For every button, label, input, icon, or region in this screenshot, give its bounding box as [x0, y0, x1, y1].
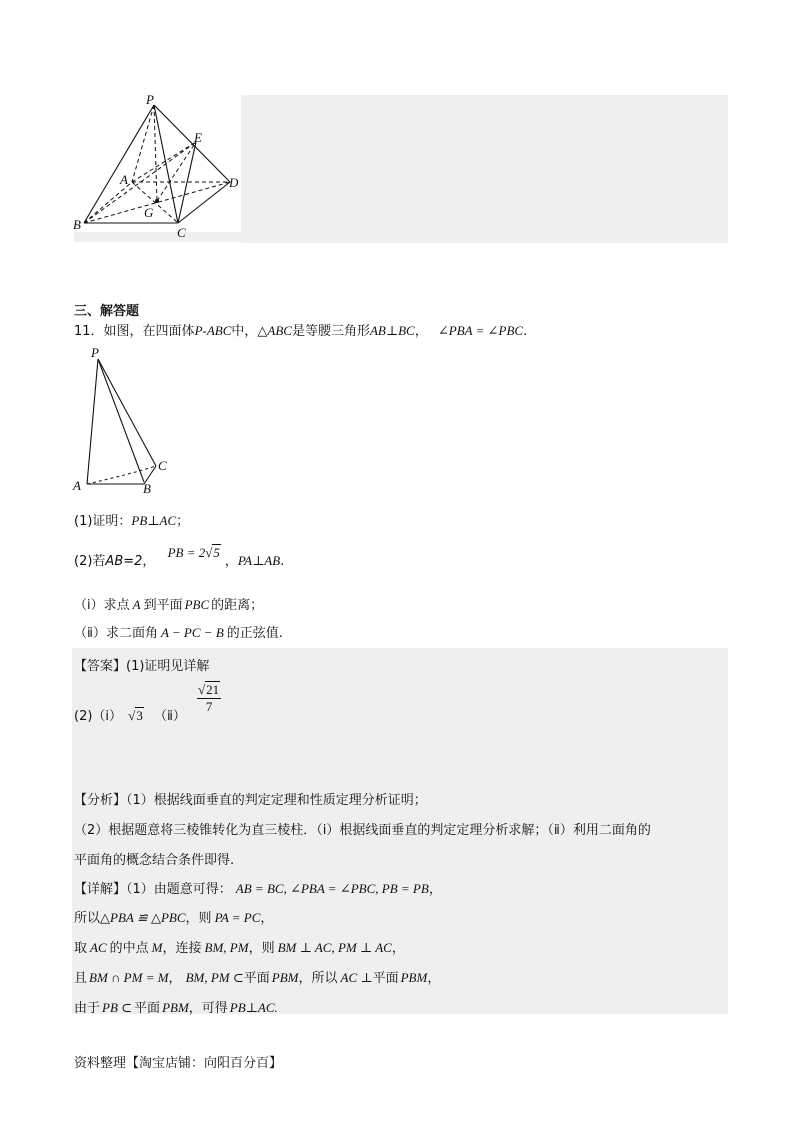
- detail-text: ，则: [185, 911, 212, 926]
- subpart-i-end: 的距离；: [211, 598, 264, 613]
- subpart-ii-prefix: （ⅱ）求二面角: [74, 626, 158, 641]
- answer-1: (1)证明见详解: [126, 659, 210, 674]
- edge-PB: [98, 359, 144, 482]
- detail-line-5: [74, 997, 278, 1016]
- punct: .: [280, 554, 285, 569]
- math-expr: △PBA ≌ △PBC: [100, 910, 186, 925]
- subpart-ii: [74, 622, 283, 641]
- edge-PD: [154, 105, 230, 182]
- ab-value: AB=2: [105, 554, 143, 569]
- subpart-i-text: 到平面: [143, 598, 183, 613]
- label-G: G: [144, 205, 154, 220]
- punct: ；: [176, 514, 190, 529]
- subpart-i-prefix: （ⅰ）求点: [74, 598, 130, 613]
- analysis-text-1: （1）根据线面垂直的判定定理和性质定理分析证明；: [126, 793, 427, 808]
- math-expr: AB = BC, ∠PBA = ∠PBC, PB = PB: [235, 881, 429, 896]
- footer-source: 资料整理【淘宝店铺：向阳百分百】: [74, 1056, 283, 1071]
- math-expr: PBM: [271, 970, 299, 985]
- angle-equality: ∠PBA = ∠PBC: [437, 323, 524, 338]
- edge-BA: [84, 182, 132, 223]
- math-expr: PB⊥AC.: [229, 1000, 278, 1015]
- answer-2-prefix: (2)（ⅰ）: [74, 709, 123, 724]
- detail-text: 平面: [134, 1001, 161, 1016]
- detail-text: 的中点: [109, 941, 149, 956]
- answer-line-2: [74, 705, 186, 724]
- solution-continuation-block: [241, 95, 728, 243]
- punct: ，: [224, 554, 238, 569]
- sqrt: √5: [205, 545, 220, 560]
- triangle-name: ABC: [267, 323, 292, 338]
- math-expr: AC ⊥: [340, 970, 373, 985]
- label-A: A: [120, 172, 128, 187]
- point-a: A: [132, 597, 141, 612]
- label-C: C: [177, 225, 186, 240]
- question-text-3: 是等腰三角形: [291, 324, 370, 339]
- detail-line-1: [74, 878, 442, 897]
- part-2: [74, 545, 285, 569]
- punct: ，: [427, 971, 441, 986]
- punct: ，: [260, 911, 274, 926]
- label-E: E: [194, 130, 202, 145]
- part-2-prefix: (2)若: [74, 554, 106, 569]
- math-expr: PA = PC: [214, 910, 261, 925]
- detail-line-4: [74, 967, 440, 986]
- part-1-prefix: (1)证明：: [74, 514, 132, 529]
- tetrahedron-figure: [72, 345, 182, 495]
- math-expr: AC: [90, 940, 107, 955]
- label-C: C: [158, 458, 167, 473]
- detail-text: ，所以: [298, 971, 338, 986]
- detail-text: 取: [74, 941, 88, 956]
- sqrt: √21: [198, 682, 220, 697]
- detail-text: ，连接: [162, 941, 202, 956]
- punct: ，: [168, 971, 182, 986]
- point-G: [155, 199, 159, 203]
- answer-2-i: √3: [128, 708, 143, 723]
- denominator: 7: [205, 699, 213, 714]
- math-expr: PB ⊂: [102, 1000, 133, 1015]
- analysis-line-1: [74, 789, 427, 808]
- detail-text: 平面: [372, 971, 399, 986]
- tetrahedron-name: P-ABC: [194, 323, 232, 338]
- subpart-i: [74, 594, 263, 613]
- label-B: B: [73, 217, 81, 232]
- subpart-ii-end: 的正弦值.: [226, 626, 283, 641]
- punct: .: [523, 324, 528, 339]
- detail-line-2: [74, 907, 273, 926]
- question-number: 11．: [74, 324, 104, 339]
- pa-perp-ab: PA⊥AB: [237, 553, 281, 568]
- punct: ，: [142, 554, 156, 569]
- part-1-expr: PB⊥AC: [131, 513, 177, 528]
- pb-value: [168, 545, 221, 560]
- part-1: [74, 510, 189, 529]
- dihedral-angle: A − PC − B: [160, 625, 224, 640]
- punct: ，: [414, 324, 428, 339]
- label-B: B: [143, 481, 151, 495]
- detail-text: 且: [74, 971, 88, 986]
- answer-2-ii-label: （ⅱ）: [153, 709, 186, 724]
- math-expr: BM ⊥ AC, PM ⊥ AC: [277, 940, 392, 955]
- detail-text: 所以: [74, 911, 101, 926]
- punct: ，: [391, 941, 405, 956]
- section-title: 三、解答题: [74, 304, 140, 319]
- label-P: P: [146, 92, 154, 107]
- label-A: A: [73, 478, 81, 493]
- analysis-line-2: （2）根据题意将三棱锥转化为直三棱柱．（ⅰ）根据线面垂直的判定定理分析求解；（ⅱ）利用二面角的: [74, 823, 651, 838]
- detail-text: 平面: [243, 971, 270, 986]
- perp-condition: AB⊥BC: [369, 323, 415, 338]
- label-P: P: [91, 345, 99, 360]
- answer-line-1: [74, 655, 209, 674]
- math-expr: BM, PM: [204, 940, 249, 955]
- radicand: 3: [136, 708, 143, 723]
- question-text: 如图，在四面体: [103, 324, 195, 339]
- question-text-2: 中，△: [231, 324, 268, 339]
- detail-line-3: [74, 937, 405, 956]
- math-expr: M: [151, 940, 163, 955]
- radicand: 21: [206, 682, 220, 697]
- analysis-line-3: 平面角的概念结合条件即得.: [74, 853, 235, 868]
- analysis-label: 【分析】: [74, 793, 127, 808]
- question-11: [74, 320, 527, 339]
- label-D: D: [229, 175, 239, 190]
- detail-text: ，可得: [188, 1001, 228, 1016]
- radicand: 5: [213, 545, 220, 560]
- detail-text: 由于: [74, 1001, 101, 1016]
- detail-text: ，则: [248, 941, 275, 956]
- answer-label: 【答案】: [74, 659, 127, 674]
- plane-pbc: PBC: [184, 597, 210, 612]
- math-expr: BM, PM ⊂: [185, 970, 244, 985]
- detail-text: （1）由题意可得：: [126, 882, 232, 897]
- answer-2-ii-fraction: [197, 682, 221, 715]
- math-expr: PBM: [400, 970, 428, 985]
- edge-PA: [87, 359, 98, 484]
- detail-label: 【详解】: [74, 882, 127, 897]
- punct: ，: [428, 882, 442, 897]
- math-expr: PBM: [162, 1000, 189, 1015]
- edge-PC: [98, 359, 156, 466]
- pyramid-figure: [70, 90, 250, 240]
- math-expr: BM ∩ PM = M: [89, 970, 169, 985]
- pb-lhs: PB = 2: [167, 545, 206, 560]
